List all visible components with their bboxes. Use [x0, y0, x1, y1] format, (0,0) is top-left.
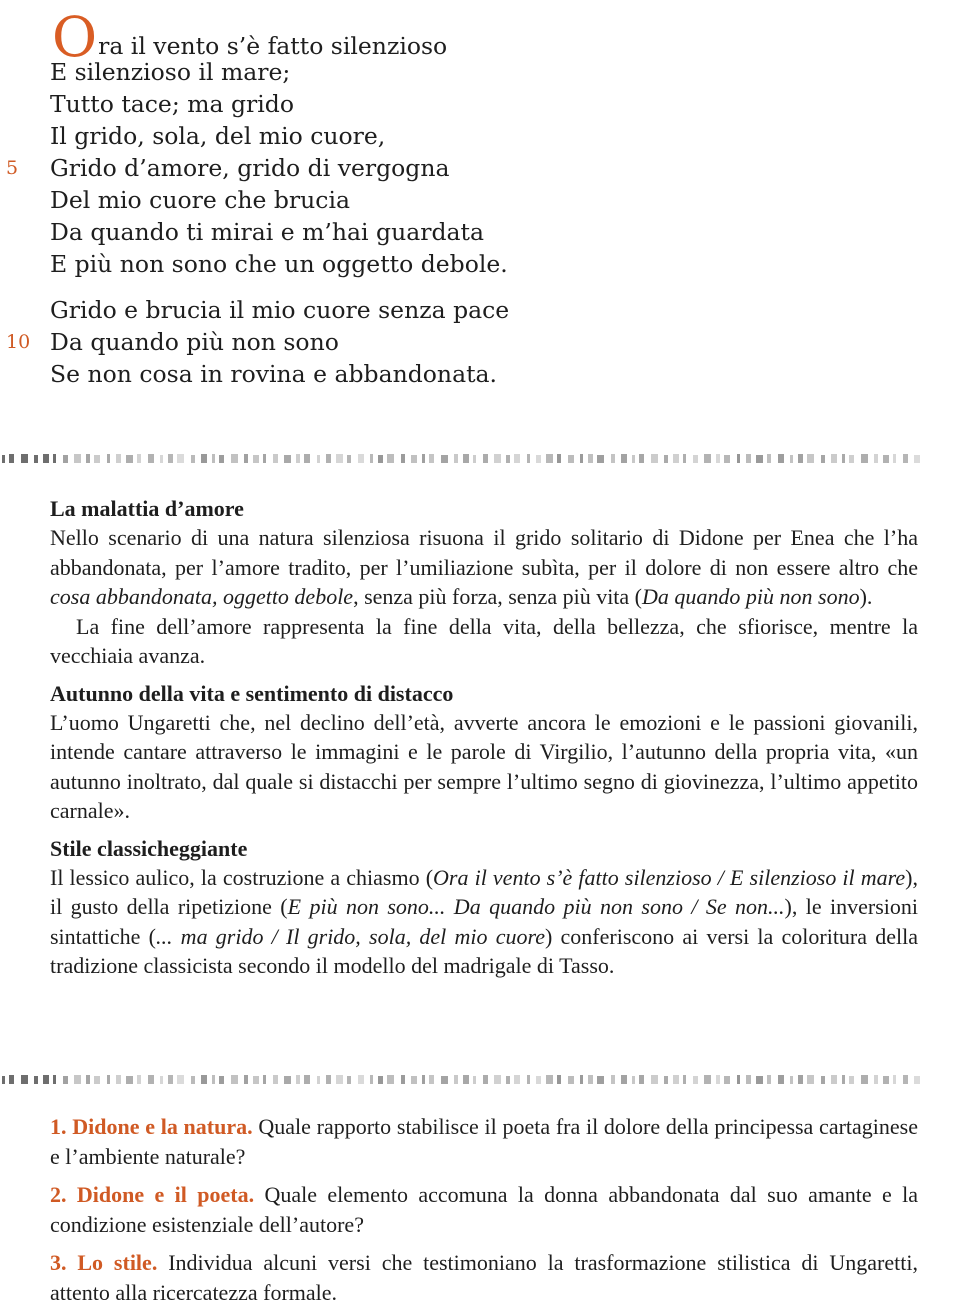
divider-mark — [168, 1075, 173, 1084]
divider-mark — [94, 455, 100, 463]
divider-mark — [463, 1075, 469, 1084]
divider-mark — [568, 455, 574, 463]
divider-mark — [219, 1076, 224, 1084]
divider-mark — [429, 454, 434, 463]
divider-mark — [2, 1076, 5, 1084]
divider-mark — [597, 455, 604, 463]
poem-line-10 — [0, 326, 961, 358]
divider-mark — [673, 1075, 679, 1084]
divider-mark — [326, 1075, 331, 1084]
divider-mark — [160, 455, 163, 463]
section-malattia-amore — [50, 495, 918, 671]
divider-mark — [778, 454, 784, 463]
divider-mark — [53, 454, 56, 463]
divider-mark — [296, 454, 300, 463]
divider-mark — [212, 1075, 215, 1084]
divider-mark — [527, 1075, 530, 1084]
divider-mark — [903, 1075, 908, 1084]
section-stile — [50, 835, 918, 981]
divider-mark — [231, 454, 238, 463]
poem-line-4: Il grido, sola, del mio cuore, — [50, 122, 386, 150]
divider-mark — [126, 455, 133, 463]
section-title: La malattia d’amore — [50, 496, 244, 521]
divider-mark — [724, 455, 730, 463]
divider-mark — [831, 1075, 837, 1084]
drop-cap: O — [52, 5, 98, 69]
divider-mark — [798, 1075, 803, 1084]
question-heading: 3. Lo stile. — [50, 1250, 158, 1275]
divider-mark — [893, 454, 896, 463]
divider-mark — [514, 454, 520, 463]
divider-mark — [201, 454, 207, 463]
divider-mark — [273, 1075, 278, 1084]
divider-mark — [454, 454, 458, 463]
divider-mark — [358, 454, 364, 463]
divider-mark — [253, 1076, 259, 1084]
poem-line-7: Da quando ti mirai e m’hai guardata — [50, 218, 484, 246]
divider-mark — [231, 1075, 238, 1084]
divider-mark — [821, 1076, 825, 1084]
poem-line-8: E più non sono che un oggetto debole. — [50, 250, 508, 278]
divider-mark — [148, 1075, 154, 1084]
divider-mark — [441, 1076, 448, 1084]
divider-mark — [536, 455, 541, 463]
divider-mark — [506, 1076, 510, 1084]
divider-mark — [2, 455, 5, 463]
divider-mark — [842, 454, 845, 463]
divider-mark — [177, 454, 184, 463]
divider-mark — [536, 1076, 541, 1084]
divider-mark — [63, 455, 68, 463]
divider-mark — [9, 1075, 14, 1084]
divider-mark — [778, 1075, 784, 1084]
divider-mark — [9, 454, 14, 463]
divider-mark — [849, 455, 854, 463]
text-run: ) conferiscono ai versi la coloritura della tradizione classicista secondo il modello del madrigale di Tasso. — [50, 923, 918, 978]
divider-mark — [244, 454, 248, 463]
divider-mark — [664, 1076, 668, 1084]
quote-italic: Da quando più non sono — [642, 584, 860, 609]
decorative-divider — [2, 453, 920, 464]
divider-mark — [611, 1075, 615, 1084]
divider-mark — [737, 1075, 740, 1084]
divider-mark — [191, 1076, 195, 1084]
divider-mark — [473, 455, 476, 463]
divider-mark — [347, 1076, 351, 1084]
divider-mark — [201, 1075, 207, 1084]
divider-mark — [673, 454, 679, 463]
paragraph: L’uomo Ungaretti che, nel declino dell’età, avverte ancora le emozioni e le passioni giovanili, intende cantare attraverso le immagini e le parole di Virgilio, l’autunno della propria vita, «un autunno inoltrato, dal quale si distacchi per sempre l’ultimo segno di giovinezza, l’ultimo appetito carnale». — [50, 709, 918, 823]
divider-mark — [387, 1075, 394, 1084]
divider-mark — [557, 454, 561, 463]
quote-italic: E più non sono... Da quando più non sono / Se non... — [287, 894, 785, 919]
paragraph: La fine dell’amore rappresenta la fine della vita, della bellezza, che sfiorisce, mentre la vecchiaia avanza. — [50, 613, 918, 668]
divider-mark — [483, 1075, 488, 1084]
poem-line-11: Se non cosa in rovina e abbandonata. — [50, 360, 498, 388]
divider-mark — [473, 1076, 476, 1084]
divider-mark — [263, 454, 266, 463]
divider-mark — [317, 455, 320, 463]
decorative-divider — [2, 1074, 920, 1085]
text-run: Il lessico aulico, la costruzione a chiasmo ( — [50, 864, 434, 890]
divider-mark — [253, 455, 259, 463]
divider-mark — [756, 455, 763, 463]
divider-mark — [336, 1075, 343, 1084]
divider-mark — [273, 454, 278, 463]
question-2 — [50, 1180, 918, 1239]
divider-mark — [212, 454, 215, 463]
divider-mark — [401, 1075, 405, 1084]
divider-mark — [326, 454, 331, 463]
divider-mark — [798, 454, 803, 463]
divider-mark — [53, 1075, 56, 1084]
section-title: Stile classicheggiante — [50, 835, 248, 861]
divider-mark — [429, 1075, 434, 1084]
divider-mark — [568, 1076, 574, 1084]
divider-mark — [683, 1075, 686, 1084]
divider-mark — [483, 454, 488, 463]
divider-mark — [219, 455, 224, 463]
divider-mark — [284, 455, 291, 463]
poem-line-5 — [0, 152, 961, 184]
divider-mark — [588, 1075, 593, 1084]
divider-mark — [63, 1076, 68, 1084]
divider-mark — [597, 1076, 604, 1084]
divider-mark — [683, 454, 686, 463]
poem — [0, 5, 961, 390]
divider-mark — [914, 455, 920, 463]
question-heading: 2. Didone e il poeta. — [50, 1182, 255, 1207]
divider-mark — [107, 454, 110, 463]
divider-mark — [370, 454, 373, 463]
divider-mark — [317, 1076, 320, 1084]
divider-mark — [21, 454, 28, 463]
divider-mark — [903, 454, 908, 463]
divider-mark — [767, 454, 771, 463]
divider-mark — [883, 455, 889, 463]
divider-mark — [557, 1075, 561, 1084]
divider-mark — [463, 454, 469, 463]
divider-mark — [693, 455, 698, 463]
divider-pattern — [2, 453, 920, 464]
divider-mark — [137, 454, 141, 463]
divider-mark — [842, 1075, 845, 1084]
divider-pattern — [2, 1074, 920, 1085]
divider-mark — [639, 454, 644, 463]
text-run: , senza più forza, senza più vita ( — [353, 584, 643, 609]
divider-mark — [148, 454, 154, 463]
divider-mark — [296, 1075, 300, 1084]
divider-mark — [746, 1075, 751, 1084]
divider-mark — [527, 454, 530, 463]
divider-mark — [693, 1076, 698, 1084]
divider-mark — [861, 1075, 868, 1084]
divider-mark — [263, 1075, 266, 1084]
poem-line-text: Da quando più non sono — [50, 328, 339, 356]
divider-mark — [43, 454, 49, 463]
divider-mark — [716, 1075, 720, 1084]
divider-mark — [107, 1075, 110, 1084]
divider-mark — [168, 454, 173, 463]
paragraph — [50, 863, 918, 981]
divider-mark — [621, 1075, 627, 1084]
divider-mark — [370, 1075, 373, 1084]
divider-mark — [746, 454, 751, 463]
divider-mark — [704, 1075, 711, 1084]
poem-line-9: Grido e brucia il mio cuore senza pace — [50, 296, 510, 324]
text-run: ). — [859, 584, 873, 609]
divider-mark — [160, 1076, 163, 1084]
divider-mark — [43, 1075, 49, 1084]
divider-mark — [304, 1075, 310, 1084]
divider-mark — [21, 1075, 28, 1084]
questions — [50, 1112, 918, 1316]
question-heading: 1. Didone e la natura. — [50, 1114, 253, 1139]
divider-mark — [378, 1076, 383, 1084]
divider-mark — [790, 455, 793, 463]
divider-mark — [411, 1076, 417, 1084]
divider-mark — [191, 455, 195, 463]
section-autunno-vita — [50, 680, 918, 826]
divider-mark — [347, 455, 351, 463]
divider-mark — [651, 1075, 658, 1084]
divider-mark — [807, 454, 814, 463]
divider-mark — [494, 454, 501, 463]
divider-mark — [621, 454, 627, 463]
divider-mark — [116, 1075, 121, 1084]
divider-mark — [284, 1076, 291, 1084]
divider-mark — [441, 455, 448, 463]
divider-mark — [861, 454, 868, 463]
stanza-break — [0, 280, 961, 294]
divider-mark — [336, 454, 343, 463]
divider-mark — [494, 1075, 501, 1084]
divider-mark — [821, 455, 825, 463]
poem-line-2: E silenzioso il mare; — [50, 58, 291, 86]
paragraph — [50, 523, 918, 612]
divider-mark — [737, 454, 740, 463]
divider-mark — [807, 1075, 814, 1084]
quote-italic: ... ma grido / Il grido, sola, del mio cuore — [155, 923, 545, 949]
divider-mark — [86, 454, 90, 463]
divider-mark — [790, 1076, 793, 1084]
divider-mark — [358, 1075, 364, 1084]
divider-mark — [874, 454, 878, 463]
poem-line-text: Grido d’amore, grido di vergogna — [50, 154, 450, 182]
divider-mark — [580, 454, 583, 463]
section-title: Autunno della vita e sentimento di distacco — [50, 680, 454, 706]
question-3 — [50, 1248, 918, 1307]
divider-mark — [831, 454, 837, 463]
divider-mark — [883, 1076, 889, 1084]
line-number: 5 — [6, 157, 19, 179]
divider-mark — [401, 454, 405, 463]
divider-mark — [454, 1075, 458, 1084]
divider-mark — [651, 454, 658, 463]
divider-mark — [716, 454, 720, 463]
line-number: 10 — [6, 331, 31, 353]
divider-mark — [632, 1076, 635, 1084]
divider-mark — [378, 455, 383, 463]
divider-mark — [611, 454, 615, 463]
divider-mark — [34, 1076, 38, 1084]
divider-mark — [514, 1075, 520, 1084]
divider-mark — [664, 455, 668, 463]
question-1 — [50, 1112, 918, 1171]
divider-mark — [34, 455, 38, 463]
divider-mark — [914, 1076, 920, 1084]
divider-mark — [506, 455, 510, 463]
poem-line-6: Del mio cuore che brucia — [50, 186, 350, 214]
divider-mark — [724, 1076, 730, 1084]
divider-mark — [387, 454, 394, 463]
divider-mark — [422, 454, 425, 463]
divider-mark — [86, 1075, 90, 1084]
poem-line-3: Tutto tace; ma grido — [50, 90, 294, 118]
divider-mark — [546, 454, 553, 463]
divider-mark — [244, 1075, 248, 1084]
divider-mark — [116, 454, 121, 463]
text-run: Nello scenario di una natura silenziosa risuona il grido solitario di Didone per Enea che l’ha abbandonata, per l’amore tradito, per l’umiliazione subìta, per il dolore di non essere altro che — [50, 525, 918, 580]
divider-mark — [74, 454, 81, 463]
divider-mark — [893, 1075, 896, 1084]
divider-mark — [126, 1076, 133, 1084]
divider-mark — [137, 1075, 141, 1084]
divider-mark — [411, 455, 417, 463]
divider-mark — [588, 454, 593, 463]
poem-line-text: ra il vento s’è fatto silenzioso — [98, 32, 448, 60]
divider-mark — [304, 454, 310, 463]
divider-mark — [632, 455, 635, 463]
divider-mark — [74, 1075, 81, 1084]
divider-mark — [546, 1075, 553, 1084]
question-text: Individua alcuni versi che testimoniano la trasformazione stilistica di Ungaretti, attento alla ricercatezza formale. — [50, 1250, 918, 1305]
quote-italic: cosa abbandonata, oggetto debole — [50, 584, 354, 609]
text-run: ), le inversioni sintattiche ( — [50, 894, 918, 949]
divider-mark — [580, 1075, 583, 1084]
divider-mark — [756, 1076, 763, 1084]
divider-mark — [704, 454, 711, 463]
question-text: Quale rapporto stabilisce il poeta fra il dolore della principessa cartaginese e l’ambiente naturale? — [50, 1114, 918, 1169]
divider-mark — [94, 1076, 100, 1084]
text-run: ), il gusto della ripetizione ( — [50, 864, 918, 919]
quote-italic: Ora il vento s’è fatto silenzioso / E silenzioso il mare — [433, 864, 906, 890]
divider-mark — [767, 1075, 771, 1084]
divider-mark — [849, 1076, 854, 1084]
poem-line-1 — [0, 5, 961, 69]
divider-mark — [177, 1075, 184, 1084]
divider-mark — [422, 1075, 425, 1084]
question-text: Quale elemento accomuna la donna abbandonata dal suo amante e la condizione esistenziale dell’autore? — [50, 1182, 918, 1237]
divider-mark — [639, 1075, 644, 1084]
divider-mark — [874, 1075, 878, 1084]
commentary — [50, 495, 918, 990]
